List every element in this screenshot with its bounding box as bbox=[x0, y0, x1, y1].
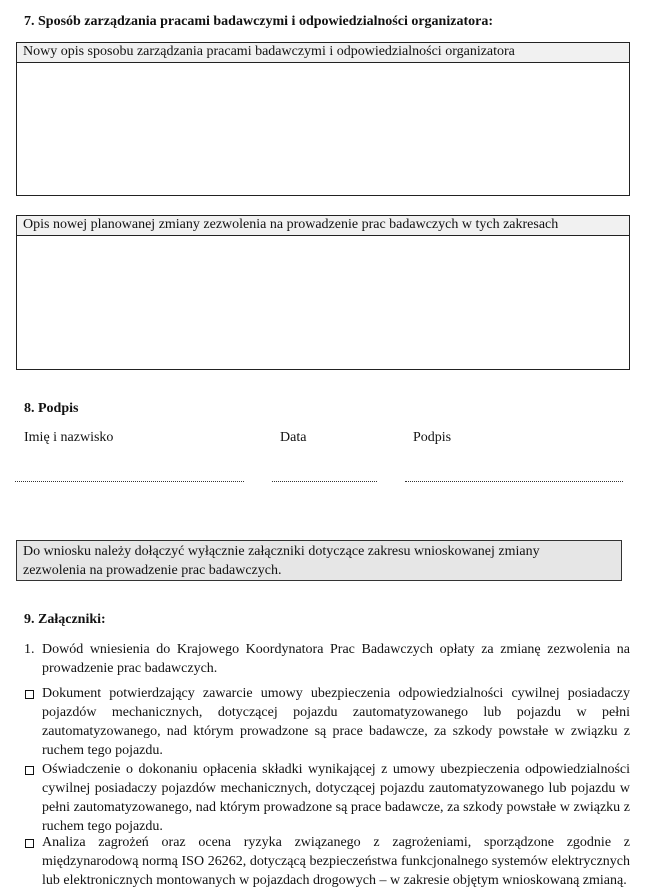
attachment-1-text: Dowód wniesienia do Krajowego Koordynatora Prac Badawczych opłaty za zmianę zezwolenia na prowadzenie prac badawczych. bbox=[42, 642, 630, 676]
planned-change-label: Opis nowej planowanej zmiany zezwolenia na prowadzenie prac badawczych w tych zakresach bbox=[17, 216, 629, 236]
signature-label: Podpis bbox=[413, 430, 452, 445]
management-description-box bbox=[16, 42, 630, 196]
attachments-notice bbox=[16, 540, 622, 581]
attachment-3-checkbox[interactable] bbox=[25, 766, 34, 775]
section-9-heading: 9. Załączniki: bbox=[24, 612, 106, 627]
attachment-3-text: Oświadczenie o dokonaniu opłacenia składki wynikającej z umowy ubezpieczenia odpowiedzialności cywilnej posiadaczy pojazdów mechanicznych, dotyczącej pojazdu zautomatyzowanego lub pojazdu w pełni zautomatyzowanego, nad którym prowadzone są prace badawcze, za szkody powstałe w związku z ruchem tego pojazdu. bbox=[42, 762, 630, 834]
name-label: Imię i nazwisko bbox=[24, 430, 114, 445]
attachment-2-checkbox[interactable] bbox=[25, 690, 34, 699]
section-8-heading: 8. Podpis bbox=[24, 401, 79, 416]
planned-change-input[interactable] bbox=[17, 236, 629, 370]
management-description-label: Nowy opis sposobu zarządzania pracami badawczymi i odpowiedzialności organizatora bbox=[17, 43, 629, 63]
notice-line-2: zezwolenia na prowadzenie prac badawczych. bbox=[23, 563, 282, 578]
management-description-input[interactable] bbox=[17, 63, 629, 196]
name-signature-line[interactable] bbox=[15, 481, 244, 482]
attachment-1-number: 1. bbox=[24, 642, 35, 657]
date-label: Data bbox=[280, 430, 307, 445]
date-signature-line[interactable] bbox=[272, 481, 377, 482]
section-7-heading: 7. Sposób zarządzania pracami badawczymi i odpowiedzialności organizatora: bbox=[24, 14, 493, 29]
attachment-4-checkbox[interactable] bbox=[25, 839, 34, 848]
attachment-2-text: Dokument potwierdzający zawarcie umowy ubezpieczenia odpowiedzialności cywilnej posiadaczy pojazdów mechanicznych, dotyczącej pojazdu zautomatyzowanego lub pojazdu w pełni zautomatyzowanego, nad którym prowadzone są prace badawcze, za szkody powstałe w związku z ruchem tego pojazdu. bbox=[42, 686, 630, 758]
attachment-4-text: Analiza zagrożeń oraz ocena ryzyka związanego z zagrożeniami, sporządzone zgodnie z międzynarodową normą ISO 26262, dotyczącą bezpieczeństwa funkcjonalnego systemów elektrycznych lub elektronicznych montowanych w pojazdach drogowych – w zakresie objętym wnioskowaną zmianą. bbox=[42, 835, 630, 888]
notice-line-1: Do wniosku należy dołączyć wyłącznie załączniki dotyczące zakresu wnioskowanej zmiany bbox=[23, 544, 540, 559]
signature-line[interactable] bbox=[405, 481, 623, 482]
planned-change-box bbox=[16, 215, 630, 370]
